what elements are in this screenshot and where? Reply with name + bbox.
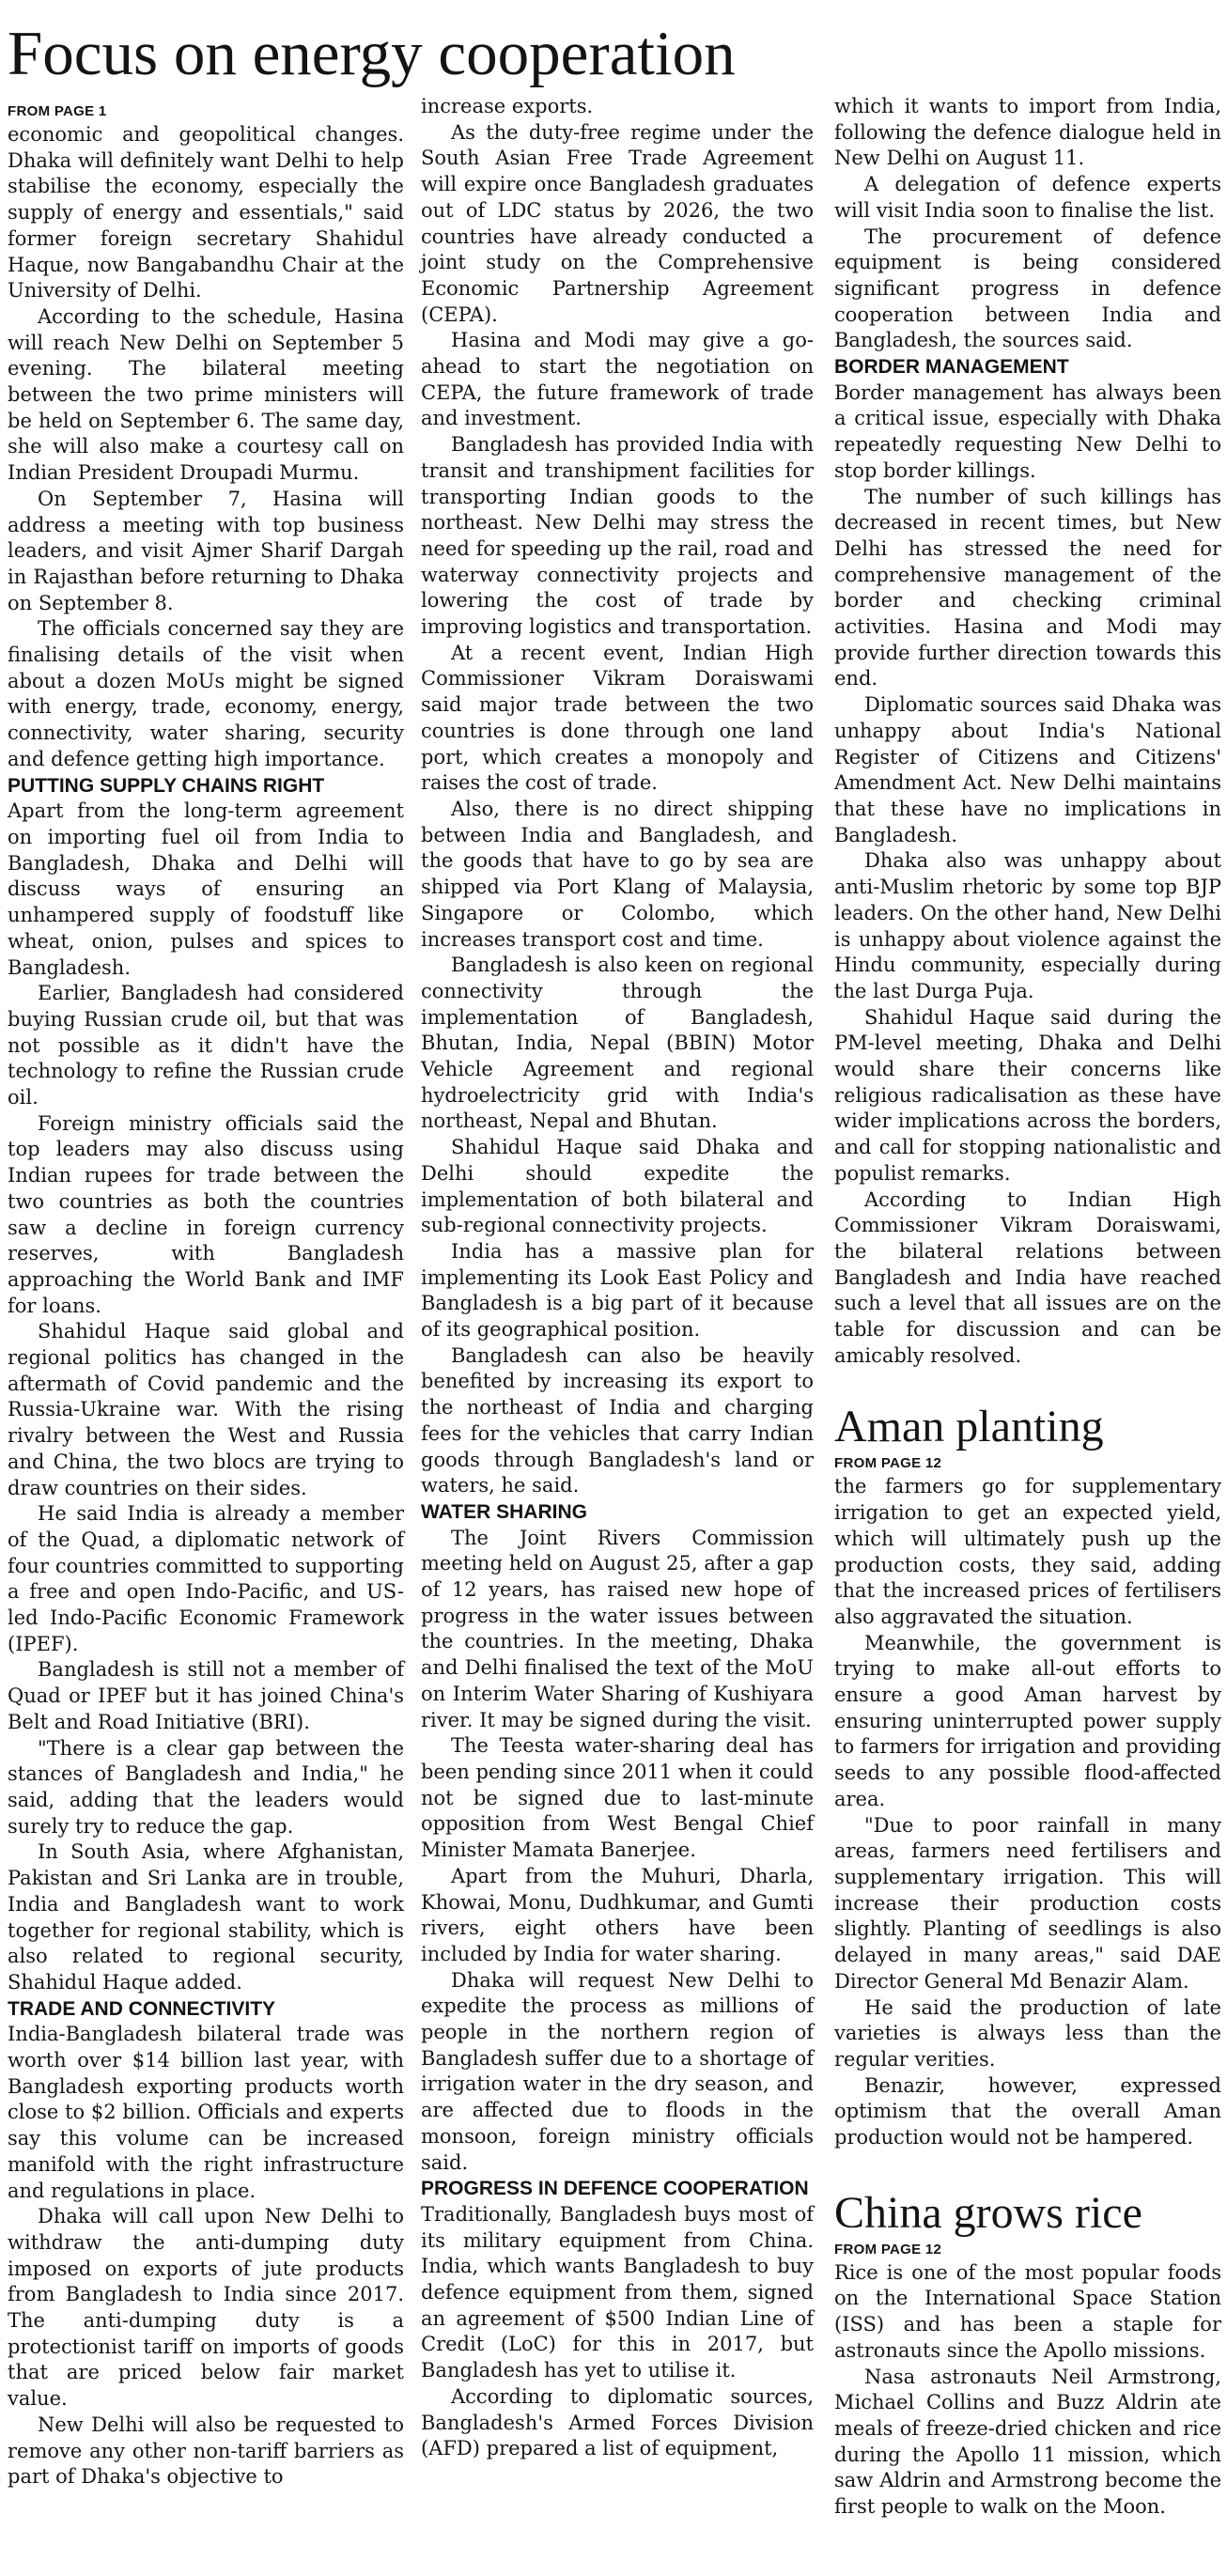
article-paragraph: Nasa astronauts Neil Armstrong, Michael Collins and Buzz Aldrin ate meals of freeze-dried chicken and rice during the Apollo 11 mission, which saw Aldrin and Armstrong become the first people to walk on the Moon.: [834, 2365, 1221, 2519]
from-page-label: FROM PAGE 1: [8, 103, 107, 119]
headline: Focus on energy cooperation: [8, 19, 736, 88]
article-paragraph: As the duty-free regime under the South Asian Free Trade Agreement will expire once Bangladesh graduates out of LDC status by 2026, the two countries have already conducted a joint study on the Comprehensive Economic Partnership Agreement (CEPA).: [421, 120, 814, 326]
article-paragraph: Bangladesh is also keen on regional connectivity through the implementation of Bangladesh, Bhutan, India, Nepal (BBIN) Motor Vehicle Agreement and regional hydroelectricity grid with India's northeast, Nepal and Bhutan.: [421, 954, 814, 1133]
from-page-label: FROM PAGE 12: [834, 2241, 942, 2258]
article-paragraph: Traditionally, Bangladesh buys most of its military equipment from China. India, which wants Bangladesh to buy defence equipment from them, signed an agreement of $500 Indian Line of Credit (LoC) for this in 2017, but Bangladesh has yet to utilise it.: [421, 2202, 814, 2382]
article-paragraph: At a recent event, Indian High Commissioner Vikram Doraiswami said major trade between the two countries is done through one land port, which creates a monopoly and raises the cost of trade.: [421, 641, 814, 795]
article-paragraph: economic and geopolitical changes. Dhaka will definitely want Delhi to help stabilise the economy, especially the supply of energy and essentials," said former foreign secretary Shahidul Haque, now Bangabandhu Chair at the University of Delhi.: [8, 123, 404, 303]
article-paragraph: Bangladesh can also be heavily benefited by increasing its export to the northeast of India and charging fees for the vehicles that carry Indian goods through Bangladesh's land or waters, he said.: [421, 1343, 814, 1497]
article-paragraph: "There is a clear gap between the stances of Bangladesh and India," he said, adding that the leaders would surely try to reduce the gap.: [8, 1736, 404, 1838]
section-subheading: TRADE AND CONNECTIVITY: [8, 1997, 276, 2020]
article-paragraph: Dhaka also was unhappy about anti-Muslim rhetoric by some top BJP leaders. On the other hand, New Delhi is unhappy about violence against the Hindu community, especially during the last Durga Puja.: [834, 849, 1221, 1002]
article-paragraph: Apart from the Muhuri, Dharla, Khowai, Monu, Dudhkumar, and Gumti rivers, eight others have been included by India for water sharing.: [421, 1864, 814, 1965]
article-paragraph: On September 7, Hasina will address a meeting with top business leaders, and visit Ajmer Sharif Dargah in Rajasthan before returning to Dhaka on September 8.: [8, 487, 404, 614]
section-subheading: BORDER MANAGEMENT: [834, 356, 1069, 379]
article-paragraph: He said the production of late varieties is always less than the regular verities.: [834, 1995, 1221, 2071]
story-headline: China grows rice: [834, 2187, 1142, 2238]
article-paragraph: Hasina and Modi may give a go-ahead to start the negotiation on CEPA, the future framework of trade and investment.: [421, 329, 814, 430]
section-subheading: PROGRESS IN DEFENCE COOPERATION: [421, 2178, 809, 2200]
article-paragraph: Diplomatic sources said Dhaka was unhappy about India's National Register of Citizens and Citizens' Amendment Act. New Delhi maintains that these have no implications in Bangladesh.: [834, 693, 1221, 846]
article-paragraph: He said India is already a member of the Quad, a diplomatic network of four countries committed to supporting a free and open Indo-Pacific, and US-led Indo-Pacific Economic Framework (IPEF).: [8, 1502, 404, 1655]
article-paragraph: New Delhi will also be requested to remove any other non-tariff barriers as part of Dhaka's objective to: [8, 2413, 404, 2489]
article-paragraph: Shahidul Haque said Dhaka and Delhi should expedite the implementation of both bilateral and sub-regional connectivity projects.: [421, 1136, 814, 1237]
article-paragraph: Earlier, Bangladesh had considered buying Russian crude oil, but that was not possible as it didn't have the technology to refine the Russian crude oil.: [8, 982, 404, 1110]
article-paragraph: increase exports.: [421, 95, 594, 117]
article-paragraph: The Teesta water-sharing deal has been pending since 2011 when it could not be signed due to last-minute opposition from West Bengal Chief Minister Mamata Banerjee.: [421, 1734, 814, 1862]
article-paragraph: Dhaka will call upon New Delhi to withdraw the anti-dumping duty imposed on exports of jute products from Bangladesh to India since 2017. The anti-dumping duty is a protectionist tariff on imports of goods that are priced below fair market value.: [8, 2205, 404, 2411]
aman-planting-story: [834, 1401, 1221, 2150]
article-paragraph: which it wants to import from India, following the defence dialogue held in New Delhi on August 11.: [834, 95, 1221, 170]
article-paragraph: Border management has always been a critical issue, especially with Dhaka repeatedly requesting New Delhi to stop border killings.: [834, 380, 1221, 482]
article-paragraph: Shahidul Haque said during the PM-level meeting, Dhaka and Delhi would share their concerns like religious radicalisation as these have wider implications across the borders, and call for stopping nationalistic and populist remarks.: [834, 1005, 1221, 1185]
article-paragraph: Meanwhile, the government is trying to make all-out efforts to ensure a good Aman harvest by ensuring uninterrupted power supply to farmers for irrigation and providing seeds to any possible flood-affected area.: [834, 1631, 1221, 1810]
article-paragraph: The procurement of defence equipment is being considered significant progress in defence cooperation between India and Bangladesh, the sources said.: [834, 225, 1221, 352]
article-column-1: [8, 101, 404, 2491]
article-paragraph: Benazir, however, expressed optimism that the overall Aman production would not be hampered.: [834, 2073, 1221, 2149]
from-page-label: FROM PAGE 12: [834, 1455, 942, 1472]
section-subheading: WATER SHARING: [421, 1500, 587, 1523]
article-paragraph: A delegation of defence experts will visit India soon to finalise the list.: [834, 173, 1221, 222]
article-paragraph: India-Bangladesh bilateral trade was worth over $14 billion last year, with Bangladesh exporting products worth close to $2 billion. Officials and experts say this volume can be increased manifold with the right infrastructure and regulations in place.: [8, 2023, 404, 2202]
article-paragraph: "Due to poor rainfall in many areas, farmers need fertilisers and supplementary irrigation. This will increase their production costs slightly. Planting of seedlings is also delayed in many areas," said DAE Director General Md Benazir Alam.: [834, 1813, 1221, 1993]
article-paragraph: According to diplomatic sources, Bangladesh's Armed Forces Division (AFD) prepared a list of equipment,: [421, 2384, 814, 2460]
article-paragraph: According to Indian High Commissioner Vikram Doraiswami, the bilateral relations between Bangladesh and India have reached such a level that all issues are on the table for discussion and can be amicably resolved.: [834, 1187, 1221, 1367]
section-subheading: PUTTING SUPPLY CHAINS RIGHT: [8, 774, 325, 797]
article-column-2: [421, 94, 814, 2462]
article-paragraph: Dhaka will request New Delhi to expedite the process as millions of people in the northern region of Bangladesh suffer due to a shortage of irrigation water in the dry season, and are affected due to floods in the monsoon, foreign ministry officials said.: [421, 1968, 814, 2174]
article-paragraph: In South Asia, where Afghanistan, Pakistan and Sri Lanka are in trouble, India and Bangladesh want to work together for regional stability, which is also related to regional security, Shahidul Haque added.: [8, 1840, 404, 1994]
story-headline: Aman planting: [834, 1402, 1104, 1452]
china-grows-rice-story: [834, 2187, 1221, 2521]
article-paragraph: Bangladesh has provided India with transit and transhipment facilities for transporting Indian goods to the northeast. New Delhi may stress the need for speeding up the rail, road and waterway connectivity projects and lowering the cost of trade by improving logistics and transportation.: [421, 433, 814, 639]
article-column-3: [834, 94, 1221, 2521]
article-paragraph: The number of such killings has decreased in recent times, but New Delhi has stressed the need for comprehensive management of the border and checking criminal activities. Hasina and Modi may provide further direction towards this end.: [834, 485, 1221, 691]
article-paragraph: The officials concerned say they are finalising details of the visit when about a dozen MoUs might be signed with energy, trade, economy, energy, connectivity, water sharing, security and defence getting high importance.: [8, 617, 404, 770]
article-paragraph: Bangladesh is still not a member of Quad or IPEF but it has joined China's Belt and Road Initiative (BRI).: [8, 1658, 404, 1733]
article-paragraph: India has a massive plan for implementing its Look East Policy and Bangladesh is a big part of it because of its geographical position.: [421, 1239, 814, 1342]
article-paragraph: the farmers go for supplementary irrigation to get an expected yield, which will ultimately push up the production costs, they said, adding that the increased prices of fertilisers also aggravated the situation.: [834, 1475, 1221, 1628]
article-paragraph: The Joint Rivers Commission meeting held on August 25, after a gap of 12 years, has raised new hope of progress in the water issues between the countries. In the meeting, Dhaka and Delhi finalised the text of the MoU on Interim Water Sharing of Kushiyara river. It may be signed during the visit.: [421, 1526, 814, 1731]
article-paragraph: Foreign ministry officials said the top leaders may also discuss using Indian rupees for trade between the two countries as both the countries saw a decline in foreign currency reserves, with Bangladesh approaching the World Bank and IMF for loans.: [8, 1111, 404, 1317]
article-paragraph: According to the schedule, Hasina will reach New Delhi on September 5 evening. The bilateral meeting between the two prime ministers will be held on September 6. The same day, she will also make a courtesy call on Indian President Droupadi Murmu.: [8, 304, 404, 485]
article-paragraph: Rice is one of the most popular foods on the International Space Station (ISS) and has been a staple for astronauts since the Apollo missions.: [834, 2260, 1221, 2362]
article-paragraph: Also, there is no direct shipping between India and Bangladesh, and the goods that have to go by sea are shipped via Port Klang of Malaysia, Singapore or Colombo, which increases transport cost and time.: [421, 797, 814, 951]
article-paragraph: Apart from the long-term agreement on importing fuel oil from India to Bangladesh, Dhaka and Delhi will discuss ways of ensuring an unhampered supply of foodstuff like wheat, onion, pulses and spices to Bangladesh.: [8, 799, 404, 979]
article-paragraph: Shahidul Haque said global and regional politics has changed in the aftermath of Covid pandemic and the Russia-Ukraine war. With the rising rivalry between the West and Russia and China, the two blocs are trying to draw countries on their sides.: [8, 1320, 404, 1499]
